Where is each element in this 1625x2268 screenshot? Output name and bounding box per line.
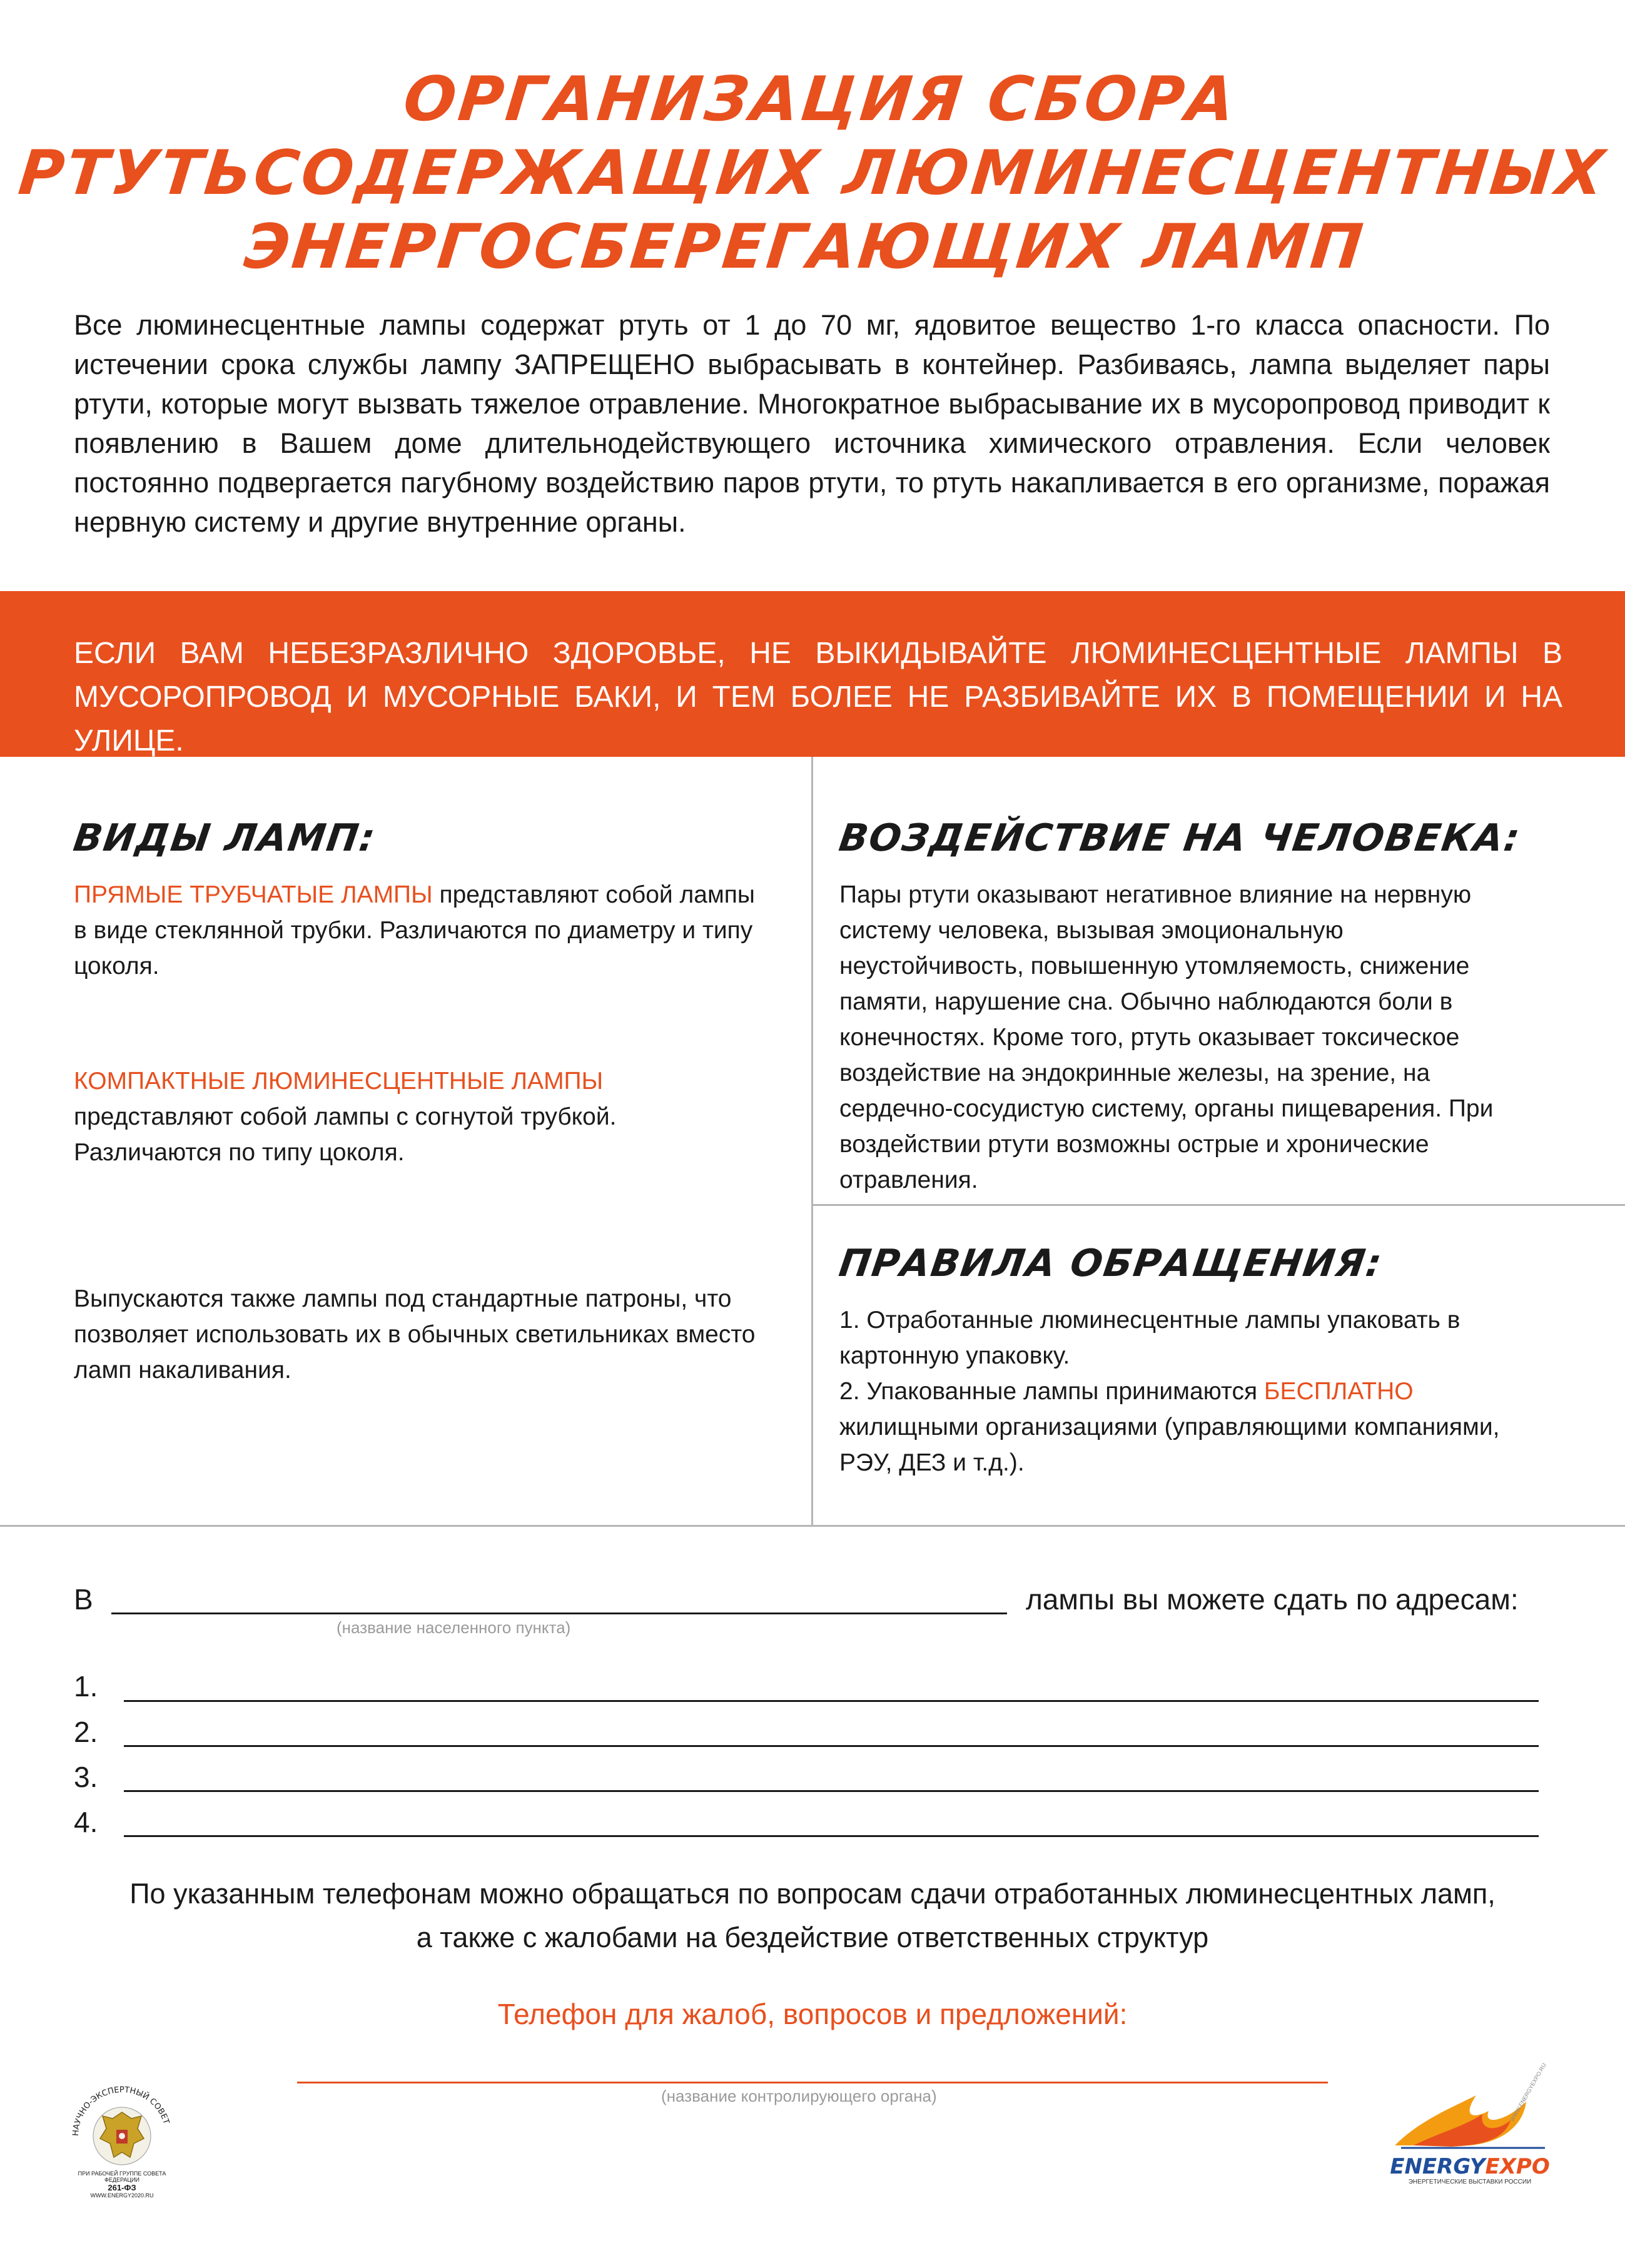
rules-free-highlight: БЕСПЛАТНО <box>1263 1378 1414 1405</box>
rules-item-1: 1. Отработанные люминесцентные лампы упаковать в картонную упаковку. <box>839 1307 1460 1369</box>
coat-of-arms-icon <box>63 2073 181 2167</box>
address-line-1[interactable] <box>124 1700 1539 1702</box>
lamp-types-highlight-1: ПРЯМЫЕ ТРУБЧАТЫЕ ЛАМПЫ <box>74 881 433 908</box>
footer-line-1: По указанным телефонам можно обращаться по вопросам сдачи отработанных люминесцентных ламп, <box>129 1878 1496 1910</box>
intro-paragraph: Все люминесцентные лампы содержат ртуть от 1 до 70 мг, ядовитое вещество 1-го класса опасности. По истечении срока службы лампу ЗАПРЕЩЕНО выбрасывать в контейнер. Разбиваясь, лампа выделяет пары ртути, которые могут вызвать тяжелое отравление. Многократное выбрасывание их в мусоропровод приводит к появлению в Вашем доме длительнодействующего источника химического отравления. Если человек постоянно подвергается пагубному воздействию паров ртути, то ртуть накапливается в его организме, поражая нервную систему и другие внутренние органы. <box>74 309 1550 538</box>
lamp-types-paragraph-1 <box>74 877 765 984</box>
locality-input-line[interactable] <box>111 1612 1007 1614</box>
phone-caption: (название контролирующего органа) <box>661 2087 937 2105</box>
footer-line-2: а также с жалобами на бездействие ответственных структур <box>416 1921 1209 1953</box>
rules-item-2-before: 2. Упакованные лампы принимаются <box>839 1378 1264 1405</box>
lamp-types-paragraph-2 <box>74 1063 765 1170</box>
locality-caption: (название населенного пункта) <box>337 1618 571 1637</box>
lamp-types-highlight-2: КОМПАКТНЫЕ ЛЮМИНЕСЦЕНТНЫЕ ЛАМПЫ <box>74 1068 604 1095</box>
lamp-types-text-2: представляют собой лампы с согнутой трубкой. Различаются по типу цоколя. <box>74 1103 617 1166</box>
phone-label: Телефон для жалоб, вопросов и предложений: <box>497 1998 1128 2030</box>
poster-title <box>0 63 1625 284</box>
address-suffix: лампы вы можете сдать по адресам: <box>1026 1583 1519 1616</box>
seal-law: 261-ФЗ <box>108 2183 136 2192</box>
logo-site: WWW.ENERGYEXPO.RU <box>1509 2062 1547 2123</box>
address-line-2[interactable] <box>124 1745 1539 1747</box>
title-line-3: ЭНЕРГОСБЕРЕГАЮЩИХ ЛАМП <box>241 211 1369 283</box>
address-number-4: 4. <box>74 1806 98 1838</box>
lamp-types-text-1: представляют собой лампы в виде стеклянной трубки. Различаются по диаметру и типу цоколя. <box>74 881 755 980</box>
rules-item-2-after: жилищными организациями (управляющими компаниями, РЭУ, ДЕЗ и т.д.). <box>839 1414 1500 1476</box>
logo-name-a: ENERGY <box>1390 2154 1486 2179</box>
seal-arc-text: НАУЧНО-ЭКСПЕРТНЫЙ СОВЕТ <box>71 2085 171 2137</box>
impact-paragraph: Пары ртути оказывают негативное влияние на нервную систему человека, вызывая эмоциональную неустойчивость, повышенную утомляемость, снижение памяти, нарушение сна. Обычно наблюдаются боли в конечностях. Кроме того, ртуть оказывает токсическое воздействие на эндокринные железы, на зрение, на сердечно-сосудистую систему, органы пищеварения. При воздействии ртути возможны острые и хронические отравления. <box>839 881 1494 1193</box>
address-number-2: 2. <box>74 1716 98 1748</box>
address-number-3: 3. <box>74 1761 98 1793</box>
flame-icon <box>1376 2083 1564 2152</box>
energy-expo-logo <box>1376 2062 1564 2202</box>
title-line-2: РТУТЬСОДЕРЖАЩИХ ЛЮМИНЕСЦЕНТНЫХ <box>15 138 1610 209</box>
column-divider <box>811 757 813 1525</box>
address-prefix: В <box>74 1583 93 1616</box>
expert-council-seal <box>63 2073 181 2205</box>
rules-item-2 <box>839 1374 1534 1481</box>
phone-input-line[interactable] <box>297 2082 1328 2083</box>
seal-site: WWW.ENERGY2020.RU <box>90 2192 154 2199</box>
row-divider <box>813 1204 1625 1206</box>
lamp-types-heading: ВИДЫ ЛАМП: <box>71 816 379 860</box>
warning-text: ЕСЛИ ВАМ НЕБЕЗРАЗЛИЧНО ЗДОРОВЬЕ, НЕ ВЫКИДЫВАЙТЕ ЛЮМИНЕСЦЕНТНЫЕ ЛАМПЫ В МУСОРОПРОВОД И МУСОРНЫЕ БАКИ, И ТЕМ БОЛЕЕ НЕ РАЗБИВАЙТЕ ИХ В ПОМЕЩЕНИИ И НА УЛИЦЕ. <box>74 637 1562 757</box>
logo-wordmark <box>1376 2155 1564 2179</box>
footer-text <box>0 1872 1625 1960</box>
lamp-types-paragraph-3: Выпускаются также лампы под стандартные патроны, что позволяет использовать их в обычных светильниках вместо ламп накаливания. <box>74 1285 756 1384</box>
address-number-1: 1. <box>74 1670 98 1703</box>
impact-heading: ВОЗДЕЙСТВИЕ НА ЧЕЛОВЕКА: <box>836 816 1524 860</box>
address-line-4[interactable] <box>124 1835 1539 1837</box>
logo-tagline: ЭНЕРГЕТИЧЕСКИЕ ВЫСТАВКИ РОССИИ <box>1408 2179 1532 2185</box>
title-line-1: ОРГАНИЗАЦИЯ СБОРА <box>400 64 1240 135</box>
rules-heading: ПРАВИЛА ОБРАЩЕНИЯ: <box>836 1242 1385 1285</box>
address-line-3[interactable] <box>124 1790 1539 1792</box>
logo-name-b: EXPO <box>1485 2154 1550 2179</box>
seal-caption: ПРИ РАБОЧЕЙ ГРУППЕ СОВЕТА ФЕДЕРАЦИИ <box>78 2170 166 2183</box>
